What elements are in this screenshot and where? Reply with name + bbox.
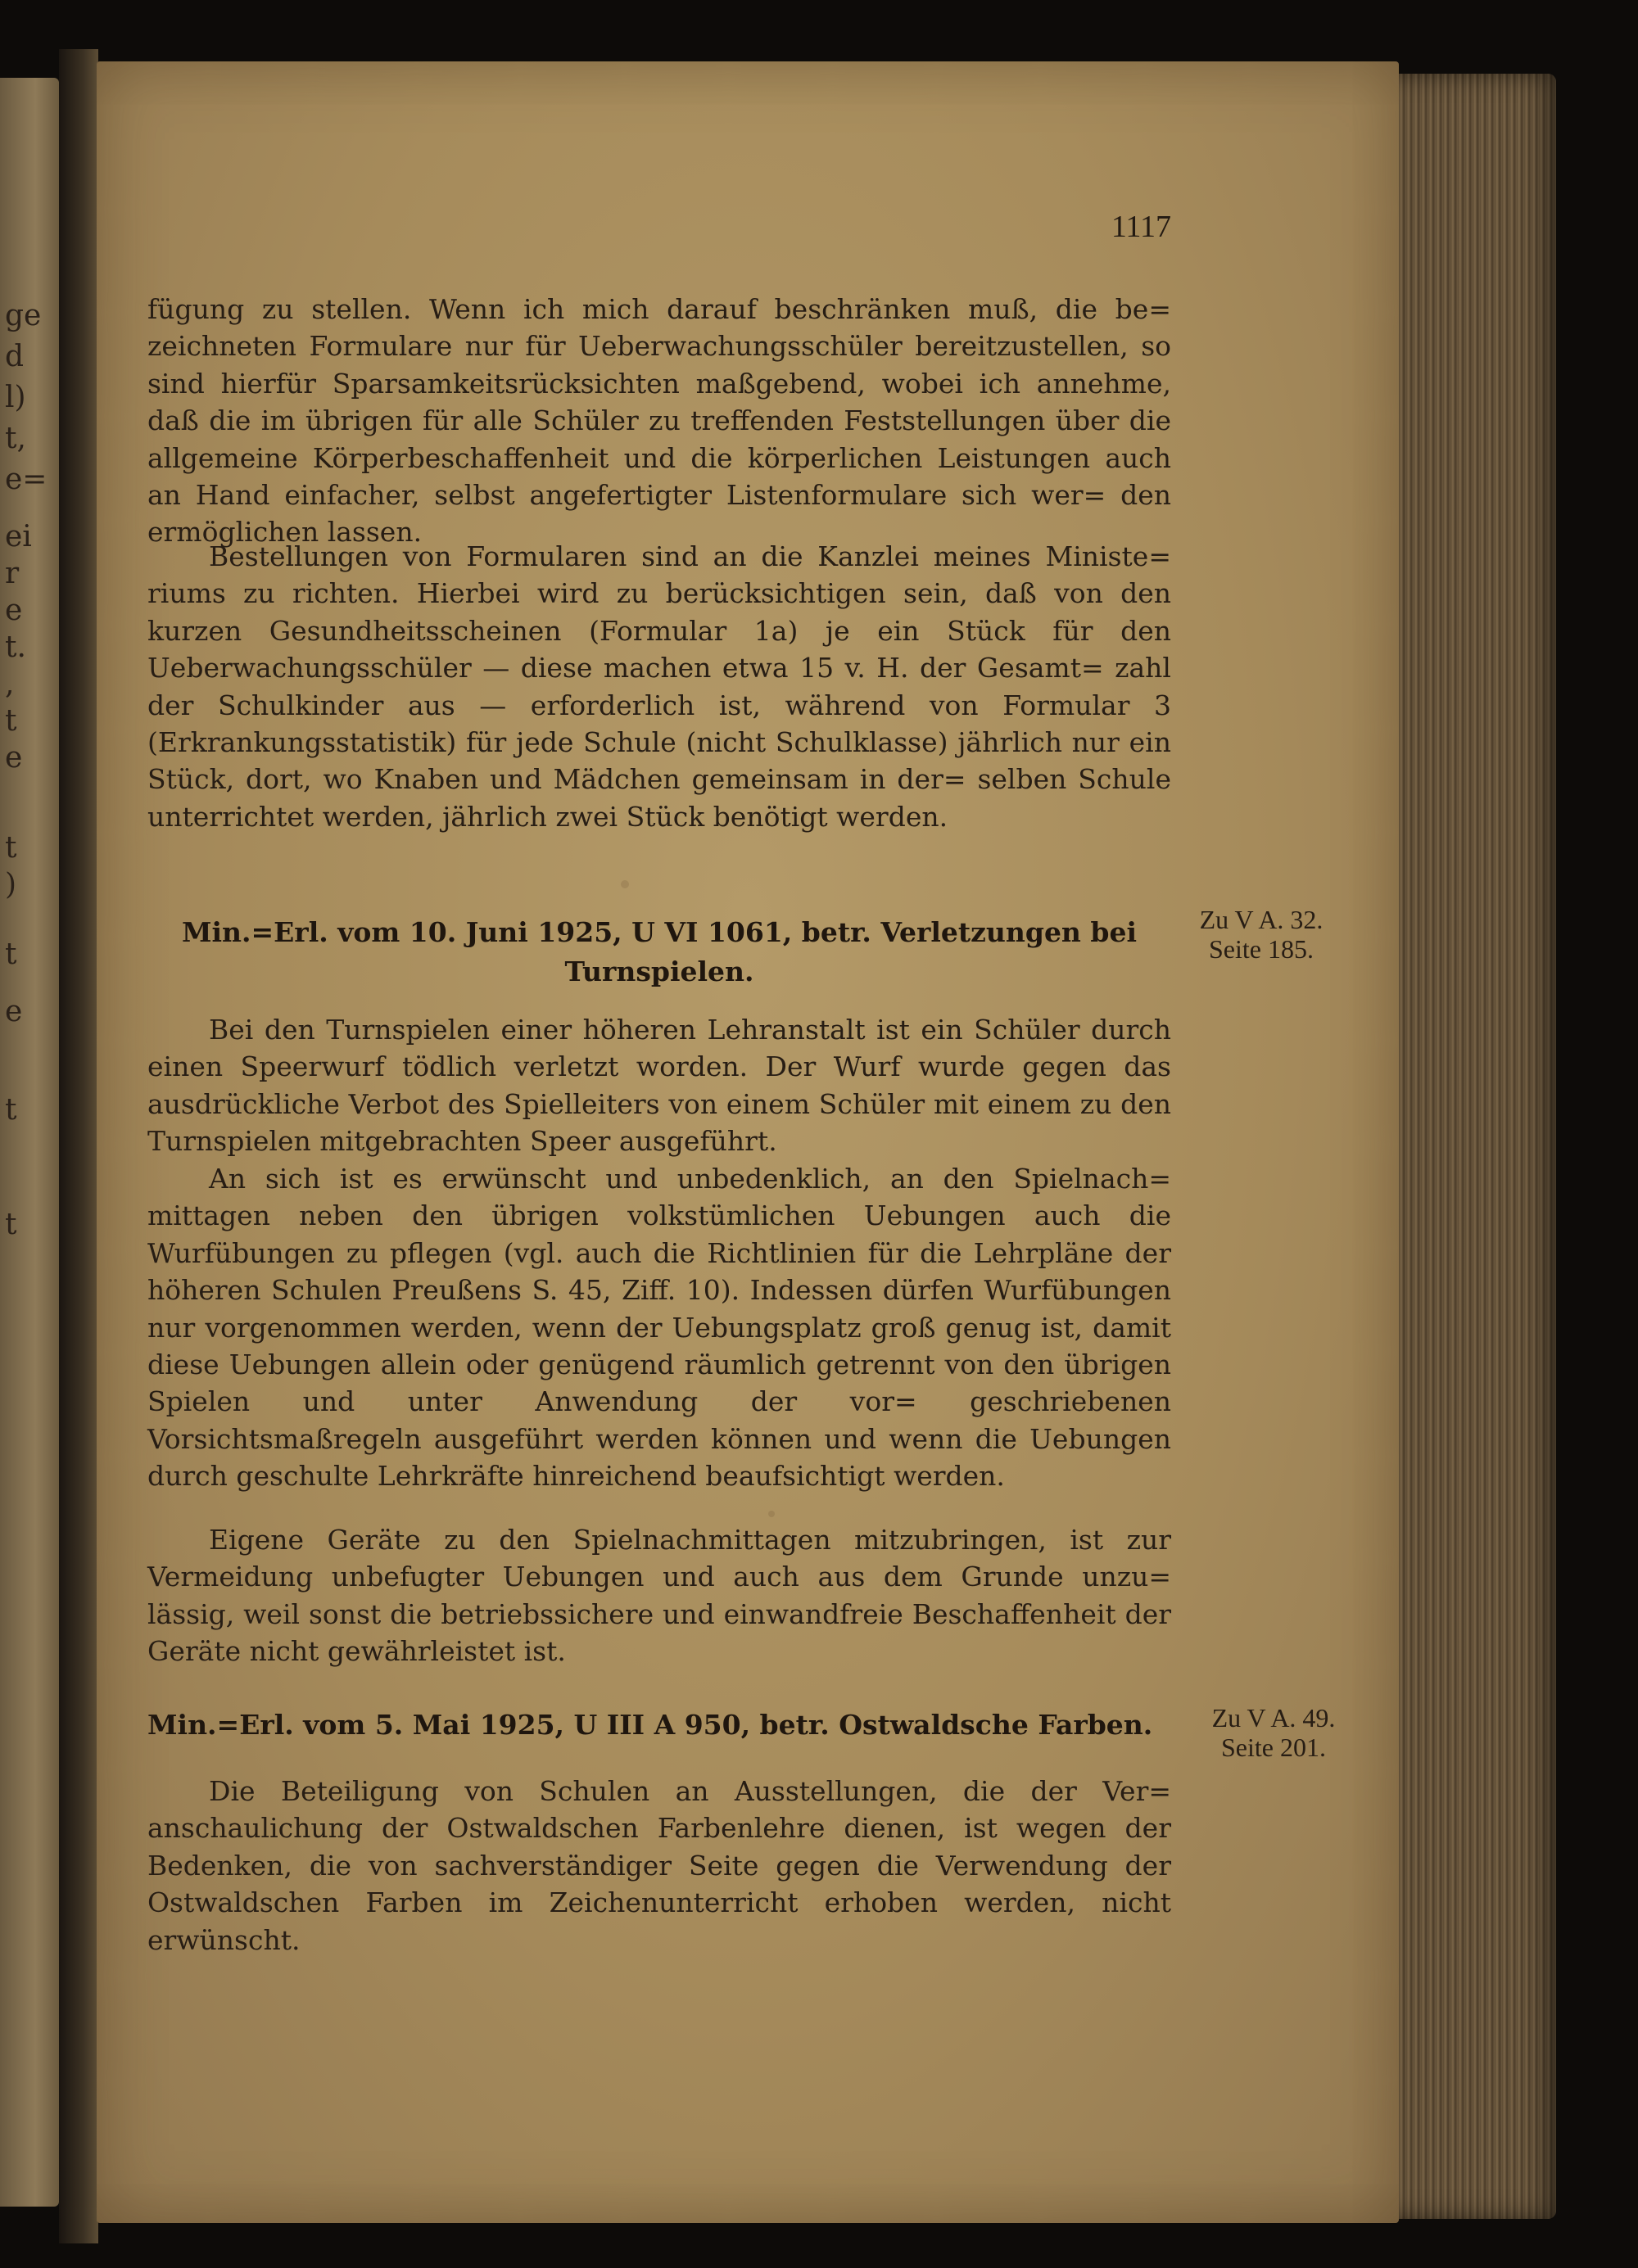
left-page-fragment: t xyxy=(5,1208,17,1241)
left-page-fragment: e xyxy=(5,594,23,627)
decree-heading-turnspiele: Min.=Erl. vom 10. Juni 1925, U VI 1061, betr. Verletzungen bei Turnspielen. xyxy=(181,916,1138,987)
book-gutter xyxy=(59,49,98,2243)
left-page-fragment: e xyxy=(5,741,23,775)
cross-reference-line: Seite 201. xyxy=(1221,1733,1326,1762)
left-page-fragment: t xyxy=(5,937,17,971)
left-page-fragment: e xyxy=(5,995,23,1028)
paper-spot xyxy=(621,880,629,888)
left-page-fragment: r xyxy=(5,557,20,590)
left-page-fragment: ) xyxy=(5,868,17,901)
cross-reference-va49 xyxy=(1192,1703,1355,1762)
cross-reference-line: Zu V A. 49. xyxy=(1211,1703,1336,1733)
paragraph-continued: fügung zu stellen. Wenn ich mich darauf beschränken muß, die be= zeichneten Formulare nur für Ueberwachungsschüler bereitzustellen, so sind hierfür Sparsamkeitsrücksichten maßgebend, wobei ich annehme, daß die im übrigen für alle Schüler zu treffenden Feststellungen über die allgemeine Körperbeschaffenheit und die körperlichen Leistungen auch an Hand einfacher, selbst angefertigter Listenformulare sich wer= den ermöglichen lassen. xyxy=(147,293,1171,549)
left-page-fragment: t xyxy=(5,831,17,865)
paragraph-incident: Bei den Turnspielen einer höheren Lehranstalt ist ein Schüler durch einen Speerwurf tödlich verletzt worden. Der Wurf wurde gegen das ausdrückliche Verbot des Spielleiters von einem Schüler mit einem zu den Turnspielen mitgebrachten Speer ausgeführt. xyxy=(147,1014,1171,1158)
decree-heading-ostwald: Min.=Erl. vom 5. Mai 1925, U III A 950, betr. Ostwaldsche Farben. xyxy=(147,1709,1153,1741)
left-page-fragment: t, xyxy=(5,422,26,455)
paragraph-ordering: Bestellungen von Formularen sind an die Kanzlei meines Ministe= riums zu richten. Hierbei wird zu berücksichtigen sein, daß von den kurzen Gesundheitsscheinen (Formular 1a) je ein Stück für den Ueberwachungsschüler — diese machen etwa 15 v. H. der Gesamt= zahl der Schulkinder aus — erforderlich ist, während von Formular 3 (Erkrankungsstatistik) für jede Schule (nicht Schulklasse) jährlich nur ein Stück, dort, wo Knaben und Mädchen gemeinsam in der= selben Schule unterrichtet werden, jährlich zwei Stück benötigt werden. xyxy=(147,540,1171,833)
cross-reference-va32 xyxy=(1179,905,1343,964)
left-page-fragment: ge xyxy=(5,299,42,332)
left-page-fragment: ei xyxy=(5,520,32,553)
left-page-fragment: t. xyxy=(5,630,26,664)
page-number: 1117 xyxy=(1111,210,1171,244)
left-page-fragment: d xyxy=(5,340,25,373)
paper-spot xyxy=(768,1511,775,1517)
left-page-fragment: , xyxy=(5,667,15,701)
cross-reference-line: Seite 185. xyxy=(1209,934,1314,964)
left-page-edge xyxy=(0,78,59,2207)
paragraph-own-equipment: Eigene Geräte zu den Spielnachmittagen mitzubringen, ist zur Vermeidung unbefugter Uebungen und auch aus dem Grunde unzu= lässig, weil sonst die betriebssichere und einwandfreie Beschaffenheit der Geräte nicht gewährleistet ist. xyxy=(147,1524,1171,1668)
left-page-fragment: l) xyxy=(5,381,26,414)
left-page-fragment: t xyxy=(5,1093,17,1127)
paragraph-ostwald-colors: Die Beteiligung von Schulen an Ausstellungen, die der Ver= anschaulichung der Ostwaldschen Farbenlehre dienen, ist wegen der Bedenken, die von sachverständiger Seite gegen die Verwendung der Ostwaldschen Farben im Zeichenunterricht erhoben werden, nicht erwünscht. xyxy=(147,1775,1171,1956)
left-page-fragment: t xyxy=(5,704,17,738)
left-page-fragment: e= xyxy=(5,463,48,496)
cross-reference-line: Zu V A. 32. xyxy=(1199,905,1324,934)
page-block-edges xyxy=(1384,74,1556,2219)
paragraph-throwing-exercises: An sich ist es erwünscht und unbedenklich, an den Spielnach= mittagen neben den übrigen volkstümlichen Uebungen auch die Wurfübungen zu pflegen (vgl. auch die Richtlinien für die Lehrpläne der höheren Schulen Preußens S. 45, Ziff. 10). Indessen dürfen Wurfübungen nur vorgenommen werden, wenn der Uebungsplatz groß genug ist, damit diese Uebungen allein oder genügend räumlich getrennt von den übrigen Spielen und unter Anwendung der vor= geschriebenen Vorsichtsmaßregeln ausgeführt werden können und wenn die Uebungen durch geschulte Lehrkräfte hinreichend beaufsichtigt werden. xyxy=(147,1163,1171,1493)
